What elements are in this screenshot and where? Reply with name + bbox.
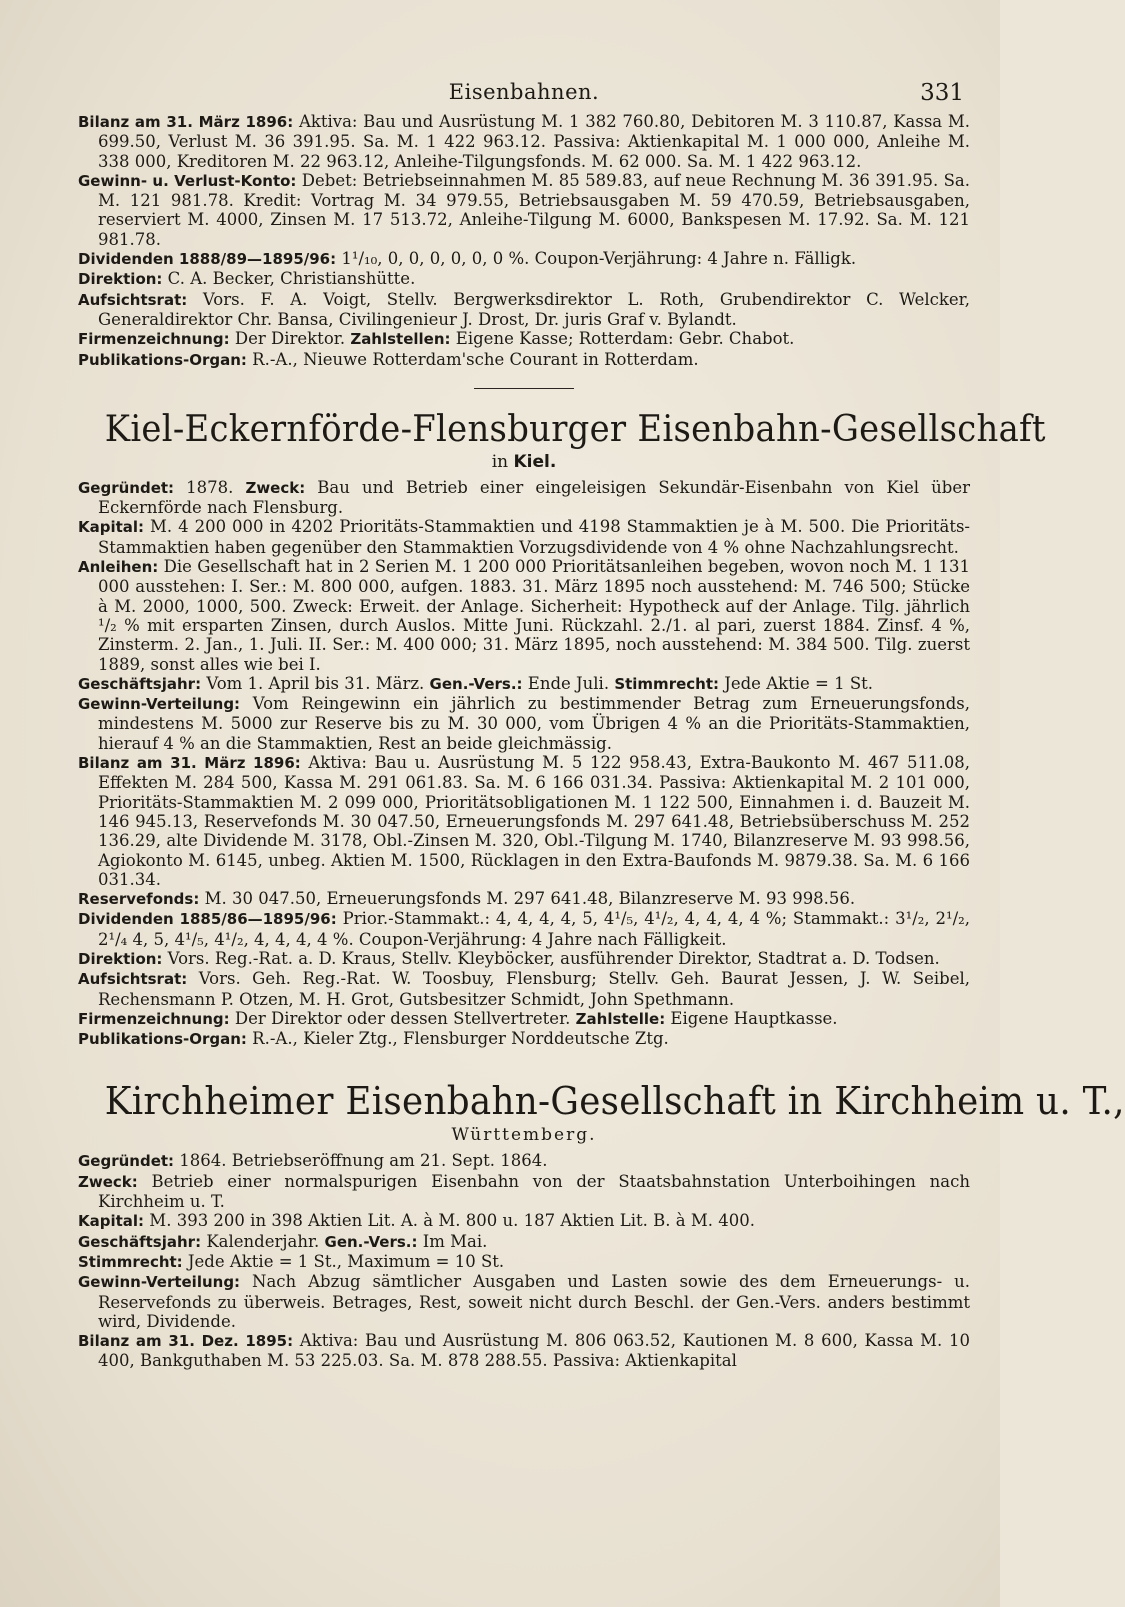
- field-label: Geschäftsjahr:: [78, 674, 202, 693]
- entry-paragraph: [78, 112, 970, 171]
- field-text: M. 4 200 000 in 4202 Prioritäts-Stammaktien und 4198 Stammaktien je à M. 500. Die Prioritäts-Stammaktien haben gegenüber den Stammaktien Vorzugsdividende von 4 % ohne Nachzahlungsrecht.: [98, 517, 970, 557]
- field-text: Der Direktor oder dessen Stellvertreter.: [229, 1008, 576, 1028]
- field-text: Vors. Reg.-Rat. a. D. Kraus, Stellv. Kleyböcker, ausführender Direktor, Stadtrat a. D. Todsen.: [162, 948, 940, 968]
- entry-paragraph: [78, 1232, 970, 1252]
- field-text: Ende Juli.: [522, 673, 615, 693]
- field-label: Publikations-Organ:: [78, 350, 247, 369]
- field-text: Vors. F. A. Voigt, Stellv. Bergwerksdirektor L. Roth, Grubendirektor C. Welcker, Generaldirektor Chr. Bansa, Civilingenieur J. Drost, Dr. juris Graf v. Bylandt.: [98, 289, 970, 329]
- field-text: C. A. Becker, Christianshütte.: [162, 269, 416, 289]
- field-text: Jede Aktie = 1 St.: [719, 673, 874, 693]
- entry-paragraph: [78, 269, 970, 289]
- field-text: Aktiva: Bau und Ausrüstung M. 1 382 760.80, Debitoren M. 3 110.87, Kassa M. 699.50, Verlust M. 36 391.95. Sa. M. 1 422 963.12. Passiva: Aktienkapital M. 1 000 000, Anleihe M. 338 000, Kreditoren M. 22 963.12, Anleihe-Tilgungsfonds. M. 62 000. Sa. M. 1 422 963.12.: [98, 112, 970, 171]
- entry-paragraph: [78, 1252, 970, 1272]
- field-text: Vors. Geh. Reg.-Rat. W. Toosbuy, Flensburg; Stellv. Geh. Baurat Jessen, J. W. Seibel, Rechensmann P. Otzen, M. H. Grot, Gutsbesitzer Schmidt, John Spethmann.: [98, 969, 970, 1009]
- entry-paragraph: [78, 290, 970, 330]
- page-number: 331: [920, 80, 964, 106]
- entry-paragraph: [78, 949, 970, 969]
- field-text: Im Mai.: [417, 1231, 488, 1251]
- field-label: Publikations-Organ:: [78, 1030, 247, 1049]
- field-text: R.-A., Kieler Ztg., Flensburger Norddeutsche Ztg.: [246, 1029, 669, 1049]
- field-label: Firmenzeichnung:: [78, 1009, 230, 1028]
- field-text: Vom Reingewinn ein jährlich zu bestimmender Betrag zum Erneuerungsfonds, mindestens M. 5000 zur Reserve bis zu M. 30 000, vom Übrigen 4 % an die Prioritäts-Stammaktien, hierauf 4 % an die Stammaktien, Rest an beide gleichmässig.: [98, 694, 970, 753]
- running-header: [78, 74, 970, 112]
- entry-paragraph: [78, 1272, 970, 1331]
- field-text: 1878.: [174, 477, 246, 497]
- field-label: Zweck:: [245, 478, 306, 497]
- field-text: Eigene Kasse; Rotterdam: Gebr. Chabot.: [450, 329, 795, 349]
- field-text: Prior.-Stammakt.: 4, 4, 4, 4, 5, 4¹/₅, 4¹/₂, 4, 4, 4, 4 %; Stammakt.: 3¹/₂, 2¹/₂, 2¹/₄ 4, 5, 4¹/₅, 4¹/₂, 4, 4, 4, 4 %. Coupon-Verjährung: 4 Jahre nach Fälligkeit.: [98, 909, 970, 949]
- entry-paragraph: [78, 674, 970, 694]
- kirchheim-entry: [78, 1151, 970, 1370]
- company-location: Württemberg.: [451, 1125, 597, 1146]
- entry-paragraph: [78, 1029, 970, 1049]
- entry-paragraph: [78, 1151, 970, 1171]
- entry-paragraph: [78, 350, 970, 370]
- entry-paragraph: [78, 753, 970, 889]
- field-label: Gegründet:: [78, 1152, 175, 1171]
- running-title: Eisenbahnen.: [448, 80, 600, 104]
- field-text: Aktiva: Bau u. Ausrüstung M. 5 122 958.43, Extra-Baukonto M. 467 511.08, Effekten M. 284 500, Kassa M. 291 061.83. Sa. M. 6 166 031.34. Passiva: Aktienkapital M. 2 101 000, Prioritäts-Stammaktien M. 2 099 000, Prioritätsobligationen M. 1 122 500, Einnahmen i. d. Bauzeit M. 146 945.13, Reservefonds M. 30 047.50, Erneuerungsfonds M. 297 641.48, Betriebsüberschuss M. 252 136.29, alte Dividende M. 3178, Obl.-Zinsen M. 320, Obl.-Tilgung M. 1740, Bilanzreserve M. 93 998.56, Agiokonto M. 6145, unbeg. Aktien M. 1500, Rücklagen in den Extra-Baufonds M. 9879.38. Sa. M. 6 166 031.34.: [98, 753, 970, 889]
- entry-paragraph: [78, 517, 970, 557]
- field-text: M. 393 200 in 398 Aktien Lit. A. à M. 800 u. 187 Aktien Lit. B. à M. 400.: [144, 1211, 755, 1231]
- field-text: Eigene Hauptkasse.: [665, 1008, 838, 1028]
- entry-paragraph: [78, 329, 970, 349]
- entry-paragraph: [78, 694, 970, 753]
- company-location: [78, 452, 970, 472]
- field-label: Gen.-Vers.:: [324, 1232, 418, 1251]
- field-text: 1864. Betriebseröffnung am 21. Sept. 1864.: [174, 1151, 548, 1171]
- field-label: Stimmrecht:: [614, 674, 719, 693]
- company-heading: Kiel-Eckernförde-Flensburger Eisenbahn-Gesellschaft: [104, 408, 1046, 450]
- field-label: Kapital:: [78, 1212, 145, 1231]
- entry-paragraph: [78, 909, 970, 949]
- field-label: Aufsichtsrat:: [78, 970, 188, 989]
- field-label: Direktion:: [78, 270, 163, 289]
- field-label: Gewinn- u. Verlust-Konto:: [78, 171, 297, 190]
- field-text: Die Gesellschaft hat in 2 Serien M. 1 200 000 Prioritätsanleihen begeben, wovon noch M. 1 131 000 ausstehen: I. Ser.: M. 800 000, aufgen. 1883. 31. März 1895 noch ausstehend: M. 746 500; Stücke à M. 2000, 1000, 500. Zweck: Erweit. der Anlage. Sicherheit: Hypotheck auf der Anlage. Tilg. jährlich ¹/₂ % mit ersparten Zinsen, durch Auslos. Mitte Juni. Rückzahl. 2./1. al pari, zuerst 1884. Zinsf. 4 %, Zinsterm. 2. Jan., 1. Juli. II. Ser.: M. 400 000; 31. März 1895, noch ausstehend: M. 384 500. Tilg. zuerst 1889, sonst alles wie bei I.: [98, 557, 970, 674]
- location-prefix: in: [491, 451, 509, 472]
- entry-paragraph: [78, 889, 970, 909]
- field-label: Gegründet:: [78, 478, 175, 497]
- entry-paragraph: [78, 478, 970, 518]
- field-label: Dividenden 1888/89—1895/96:: [78, 250, 337, 269]
- field-label: Gewinn-Verteilung:: [78, 1273, 241, 1292]
- location-city: Kiel.: [513, 451, 557, 472]
- field-text: 1¹/₁₀, 0, 0, 0, 0, 0, 0 %. Coupon-Verjährung: 4 Jahre n. Fälligk.: [336, 249, 857, 269]
- field-text: R.-A., Nieuwe Rotterdam'sche Courant in Rotterdam.: [246, 349, 699, 369]
- section-divider: [474, 388, 574, 389]
- field-text: Vom 1. April bis 31. März.: [201, 673, 430, 693]
- company-heading: Kirchheimer Eisenbahn-Gesellschaft in Kirchheim u. T.,: [104, 1079, 1125, 1124]
- field-text: Aktiva: Bau und Ausrüstung M. 806 063.52, Kautionen M. 8 600, Kassa M. 10 400, Bankguthaben M. 53 225.03. Sa. M. 878 288.55. Passiva: Aktienkapital: [98, 1331, 970, 1371]
- field-label: Anleihen:: [78, 558, 159, 577]
- entry-paragraph: [78, 1172, 970, 1212]
- field-label: Bilanz am 31. März 1896:: [78, 754, 301, 773]
- field-text: Bau und Betrieb einer eingeleisigen Sekundär-Eisenbahn von Kiel über Eckernförde nach Flensburg.: [98, 477, 970, 518]
- field-label: Firmenzeichnung:: [78, 330, 230, 349]
- field-text: Kalenderjahr.: [201, 1231, 325, 1251]
- field-text: Betrieb einer normalspurigen Eisenbahn von der Staatsbahnstation Unterboihingen nach Kirchheim u. T.: [98, 1171, 970, 1212]
- field-label: Geschäftsjahr:: [78, 1232, 202, 1251]
- field-label: Dividenden 1885/86—1895/96:: [78, 910, 337, 929]
- entry-paragraph: [78, 969, 970, 1009]
- field-label: Direktion:: [78, 949, 163, 968]
- field-label: Kapital:: [78, 518, 145, 537]
- field-label: Gewinn-Verteilung:: [78, 695, 241, 714]
- field-label: Aufsichtsrat:: [78, 290, 188, 309]
- field-text: Jede Aktie = 1 St., Maximum = 10 St.: [182, 1251, 505, 1271]
- field-label: Bilanz am 31. Dez. 1895:: [78, 1332, 294, 1351]
- field-label: Stimmrecht:: [78, 1252, 183, 1271]
- entry-paragraph: [78, 249, 970, 269]
- kiel-entry: [78, 478, 970, 1050]
- entry-paragraph: [78, 1211, 970, 1231]
- previous-entry: [78, 112, 970, 370]
- entry-paragraph: [78, 171, 970, 249]
- field-label: Zahlstelle:: [575, 1009, 666, 1028]
- entry-paragraph: [78, 1009, 970, 1029]
- entry-paragraph: [78, 557, 970, 674]
- field-text: Der Direktor.: [229, 329, 351, 349]
- field-label: Bilanz am 31. März 1896:: [78, 113, 294, 131]
- field-label: Zahlstellen:: [350, 330, 451, 349]
- field-text: Nach Abzug sämtlicher Ausgaben und Lasten sowie des dem Erneuerungs- u. Reservefonds zu überweis. Betrages, Rest, soweit nicht durch Beschl. der Gen.-Vers. anders bestimmt wird, Dividende.: [98, 1272, 970, 1331]
- field-label: Gen.-Vers.:: [429, 674, 523, 693]
- field-text: Debet: Betriebseinnahmen M. 85 589.83, auf neue Rechnung M. 36 391.95. Sa. M. 121 981.78. Kredit: Vortrag M. 34 979.55, Betriebsausgaben M. 59 470.59, Betriebsausgaben, reserviert M. 4000, Zinsen M. 17 513.72, Anleihe-Tilgung M. 6000, Bankspesen M. 17.92. Sa. M. 121 981.78.: [98, 170, 970, 249]
- field-label: Zweck:: [78, 1172, 138, 1191]
- field-text: M. 30 047.50, Erneuerungsfonds M. 297 641.48, Bilanzreserve M. 93 998.56.: [199, 889, 856, 909]
- entry-paragraph: [78, 1331, 970, 1371]
- field-label: Reservefonds:: [78, 890, 200, 909]
